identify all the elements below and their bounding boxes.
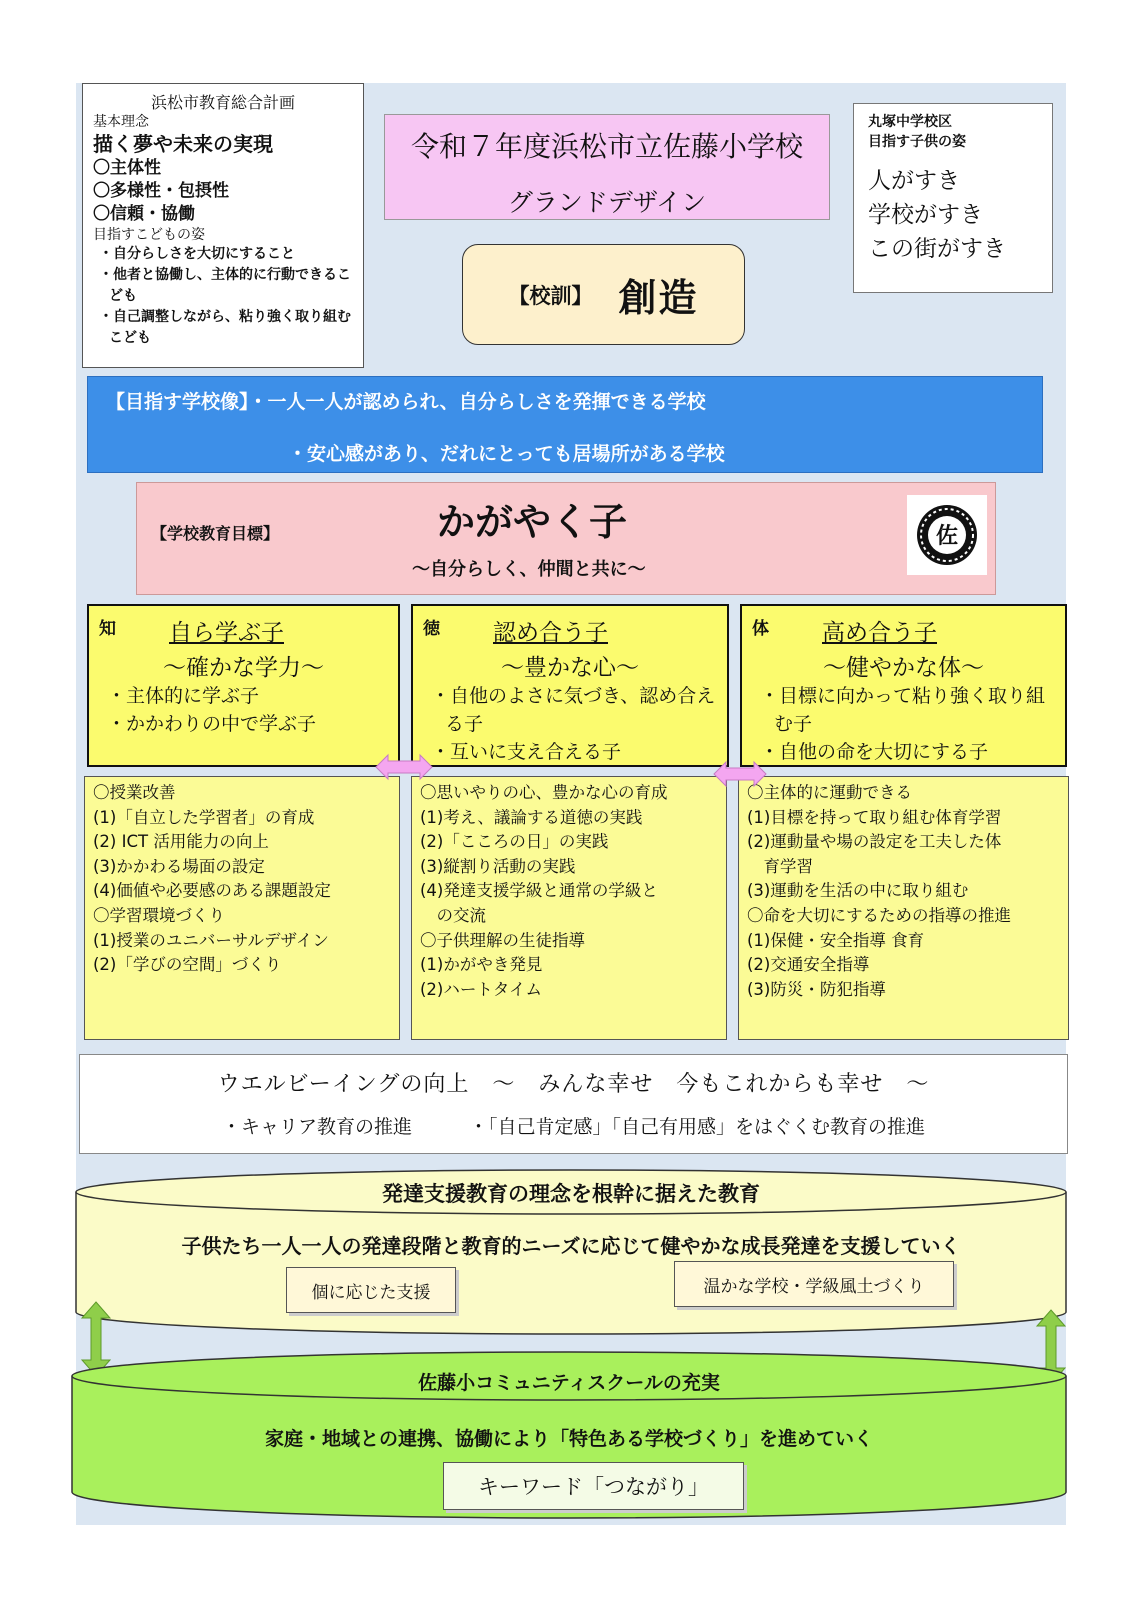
district-heading: 丸塚中学校区 [868, 114, 952, 130]
detail-knowledge [84, 776, 400, 1040]
plan-value: 〇信頼・協働 [93, 204, 195, 224]
chip-individual-support: 個に応じた支援 [286, 1267, 456, 1313]
document-title-box [384, 114, 830, 220]
detail-line: 〇命を大切にするための指導の推進 [747, 905, 1011, 925]
detail-line: (1)かがやき発見 [420, 955, 543, 975]
pillar-point: ・自他の命を大切にする子 [760, 741, 989, 763]
detail-line: (1)「自立した学習者」の育成 [93, 807, 315, 827]
plan-child-item: ・自分らしさを大切にすること [99, 246, 295, 262]
goal-main: かがやく子 [437, 500, 628, 544]
detail-line: 〇授業改善 [93, 783, 176, 802]
detail-line: (4)価値や必要感のある課題設定 [93, 881, 331, 901]
pillar-subname: ～健やかな体～ [823, 655, 984, 681]
detail-line: (1)目標を持って取り組む体育学習 [747, 807, 1002, 827]
plan-rinen-label: 基本理念 [93, 114, 149, 130]
vision-line2: ・安心感があり、だれにとっても居場所がある学校 [288, 443, 725, 465]
district-item: 学校がすき [868, 202, 983, 228]
wellbeing-title: ウエルビーイングの向上 ～ みんな幸せ 今もこれからも幸せ ～ [217, 1072, 930, 1097]
vision-line1: ・一人一人が認められ、自分らしさを発揮できる学校 [248, 391, 706, 413]
pillar-mark-icon: 体 [752, 619, 769, 639]
foundation-cylinder [74, 1168, 1068, 1336]
motto-box [462, 244, 745, 345]
pillar-body [740, 604, 1067, 767]
goal-label: 【学校教育目標】 [151, 524, 280, 543]
detail-line: (1)授業のユニバーサルデザイン [93, 930, 329, 950]
pillar-point: ・互いに支え合える子 [431, 741, 622, 763]
plan-child-item: ・自己調整しながら、粘り強く取り組むこども [99, 309, 351, 346]
detail-line: (2)「学びの空間」づくり [93, 955, 282, 975]
community-title: 佐藤小コミュニティスクールの充実 [418, 1372, 720, 1394]
pillar-virtue [411, 604, 729, 767]
detail-line: 〇主体的に運動できる [747, 783, 912, 802]
school-vision-banner [87, 376, 1043, 473]
plan-value: 〇多様性・包摂性 [93, 181, 229, 201]
detail-line: (2)運動量や場の設定を工夫した体 [747, 832, 1002, 852]
school-seal-logo [907, 495, 987, 575]
district-item: この街がすき [868, 236, 1006, 262]
detail-line: (2)ハートタイム [420, 979, 543, 999]
pillar-point: ・主体的に学ぶ子 [107, 685, 260, 707]
plan-value: 〇主体性 [93, 158, 161, 178]
detail-line: (3)防災・防犯指導 [747, 979, 886, 999]
title-line1: 令和７年度浜松市立佐藤小学校 [410, 130, 803, 163]
foundation-title: 発達支援教育の理念を根幹に据えた教育 [382, 1182, 760, 1206]
detail-line: (3)かかわる場面の設定 [93, 856, 265, 876]
detail-line: (4)発達支援学級と通常の学級と [420, 881, 658, 901]
detail-virtue [411, 776, 727, 1040]
pillar-mark-icon: 徳 [423, 619, 440, 639]
plan-children-label: 目指すこどもの姿 [93, 227, 205, 243]
education-plan-box [82, 83, 364, 368]
double-arrow-icon [374, 752, 434, 782]
detail-body [738, 776, 1069, 1040]
pillar-name: 自ら学ぶ子 [169, 620, 284, 646]
detail-line: 〇思いやりの心、豊かな心の育成 [420, 783, 668, 802]
wellbeing-box [79, 1054, 1068, 1154]
title-line2: グランドデザイン [507, 188, 707, 217]
detail-line: の交流 [420, 905, 486, 925]
keyword-box: キーワード「つながり」 [443, 1462, 744, 1510]
foundation-text: 子供たち一人一人の発達段階と教育的ニーズに応じて健やかな成長発達を支援していく [181, 1234, 961, 1258]
double-arrow-icon [712, 759, 768, 789]
wellbeing-sub: ・キャリア教育の推進 ・「自己肯定感」「自己有用感」をはぐくむ教育の推進 [221, 1116, 925, 1138]
detail-line: (3)運動を生活の中に取り組む [747, 881, 969, 901]
detail-line: (3)縦割り活動の実践 [420, 856, 576, 876]
goal-sub: ～自分らしく、仲間と共に～ [412, 559, 646, 580]
detail-line: 〇学習環境づくり [93, 905, 225, 925]
pillar-name: 高め合う子 [822, 620, 937, 646]
education-goal-box [136, 482, 996, 595]
pillar-name: 認め合う子 [493, 620, 608, 646]
detail-line: 〇子供理解の生徒指導 [420, 930, 585, 950]
pillar-point: ・目標に向かって粘り強く取り組む子 [760, 685, 1046, 735]
detail-line: 育学習 [747, 856, 813, 876]
detail-line: (2)交通安全指導 [747, 955, 870, 975]
pillar-mark-icon: 知 [99, 619, 116, 639]
community-text: 家庭・地域との連携、協働により「特色ある学校づくり」を進めていく [264, 1428, 873, 1450]
detail-line: (1)考え、議論する道徳の実践 [420, 807, 643, 827]
district-box [853, 103, 1053, 293]
detail-line: (2) ICT 活用能力の向上 [93, 832, 269, 852]
seal-char: 佐 [935, 524, 959, 549]
pillar-subname: ～確かな学力～ [163, 655, 324, 681]
motto-value: 創造 [618, 276, 699, 320]
pillar-subname: ～豊かな心～ [501, 655, 639, 681]
pillar-point: ・かかわりの中で学ぶ子 [107, 713, 317, 735]
pillar-point: ・自他のよさに気づき、認め合える子 [431, 685, 716, 735]
district-subheading: 目指す子供の姿 [868, 134, 966, 150]
motto-label: 【校訓】 [508, 283, 593, 308]
detail-line: (1)保健・安全指導 食育 [747, 930, 925, 950]
vision-label: 【目指す学校像】 [106, 391, 249, 413]
plan-title: 浜松市教育総合計画 [150, 93, 295, 112]
community-cylinder [70, 1350, 1068, 1520]
district-item: 人がすき [868, 168, 960, 194]
detail-line: (2)「こころの日」の実践 [420, 832, 609, 852]
plan-child-item: ・他者と協働し、主体的に行動できるこども [99, 267, 351, 304]
chip-warm-climate: 温かな学校・学級風土づくり [674, 1261, 954, 1307]
plan-rinen: 描く夢や未来の実現 [93, 132, 273, 156]
pillar-knowledge [87, 604, 400, 767]
